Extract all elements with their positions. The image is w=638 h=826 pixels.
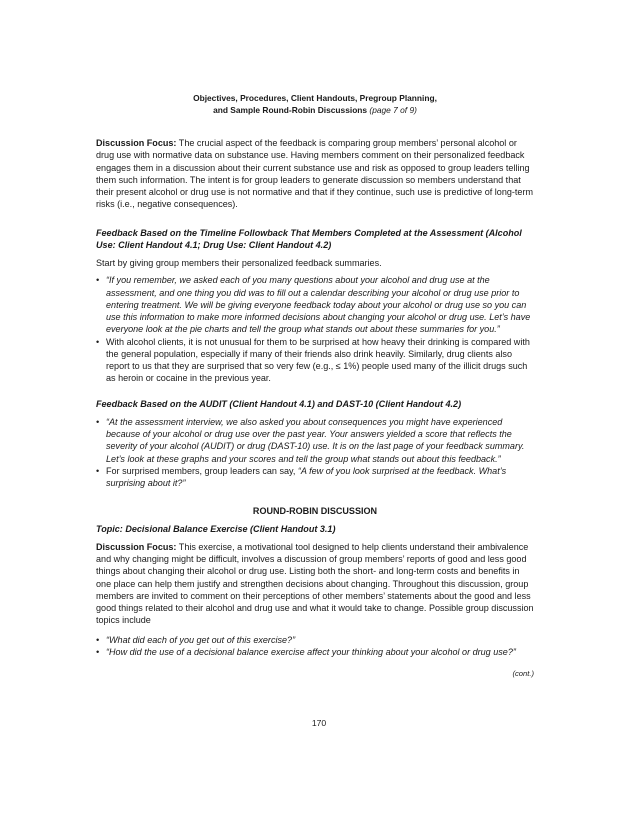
bullet-quote: “A few of you look surprised at the feedback. What’s surprising about it?” [106, 465, 507, 488]
header-line-2 [96, 104, 534, 116]
bullet-text: For surprised members, group leaders can say, [106, 465, 298, 476]
audit-heading: Feedback Based on the AUDIT (Client Handout 4.1) and DAST-10 (Client Handout 4.2) [96, 398, 462, 409]
list-item: • “At the assessment interview, we also asked you about consequences you might have experienced because of your alcohol or drug use over the past year. Your answers yielded a score that reflects the severity of your alcohol (AUDIT) or drug (DAST-10) use. It is on the last page of your feedback summary. Let’s look at these graphs and your scores and tell the group what stands out about this feedback.” [96, 416, 534, 465]
header-page-of: (page 7 of 9) [369, 105, 417, 115]
document-page [96, 92, 534, 680]
round-robin-topic: Topic: Decisional Balance Exercise (Client Handout 3.1) [96, 523, 336, 534]
continued-label: (cont.) [512, 669, 534, 678]
list-item: • “How did the use of a decisional balance exercise affect your thinking about your alcohol or drug use?” [96, 646, 534, 658]
round-robin-focus-text: This exercise, a motivational tool designed to help clients understand their ambivalence and why changing might be difficult, involves a discussion of group members’ reports of good and less good things about changing their alcohol or drug use. Listing both the short- and long-term costs and benefits in one place can help them justify and strengthen decisions about changing. Throughout this discussion, group members are invited to comment on their perceptions of other members’ statements about the good and less good things related to their alcohol and drug use and what it would take to change. Possible group discussion topics include [96, 541, 534, 626]
list-item: • With alcohol clients, it is not unusual for them to be surprised at how heavy their drinking is compared with the general population, especially if many of their friends also drink heavily. Similarly, drug clients also report to us that they are surprised that so very few (e.g., ≤ 1%) people used many of the illicit drugs such as heroin or cocaine in the previous year. [96, 336, 534, 385]
round-robin-bullets [96, 634, 534, 659]
running-header [96, 92, 534, 116]
list-item: • “If you remember, we asked each of you many questions about your alcohol and drug use at the assessment, and one thing you did was to fill out a calendar describing your alcohol or drug use prior to entering treatment. We will be giving everyone feedback today about your alcohol or drug use so you can use this information to make more informed decisions about changing your alcohol or drug use. Let’s have everyone look at the pie charts and tell the group what stands out about these summaries for you.” [96, 274, 534, 335]
list-item: • “What did each of you get out of this exercise?” [96, 634, 534, 646]
list-item [96, 465, 534, 490]
timeline-bullets [96, 274, 534, 384]
round-robin-focus-paragraph [96, 541, 534, 627]
round-robin-focus-label: Discussion Focus: [96, 541, 177, 552]
page-number: 170 [311, 718, 327, 728]
discussion-focus-paragraph [96, 137, 534, 211]
audit-bullets [96, 416, 534, 490]
timeline-intro: Start by giving group members their personalized feedback summaries. [96, 258, 382, 268]
discussion-focus-text: The crucial aspect of the feedback is comparing group members’ personal alcohol or drug use with normative data on substance use. Having members comment on their personalized feedback engages them in a discussion about their current substance use and risk as opposed to group leaders telling them such information. The intent is for group leaders to generate discussion so members understand that their present alcohol or drug use is not normative and that if they continue, such use is predictive of long-term risks (i.e., negative consequences). [96, 138, 533, 210]
header-line-2-text: and Sample Round-Robin Discussions [213, 105, 368, 115]
round-robin-title: ROUND-ROBIN DISCUSSION [252, 506, 378, 517]
discussion-focus-label: Discussion Focus: [96, 138, 177, 148]
timeline-heading: Feedback Based on the Timeline Followback That Members Completed at the Assessment (Alcohol Use: Client Handout 4.1; Drug Use: Client Handout 4.2) [96, 227, 522, 250]
header-line-1: Objectives, Procedures, Client Handouts, Pregroup Planning, [193, 93, 437, 103]
